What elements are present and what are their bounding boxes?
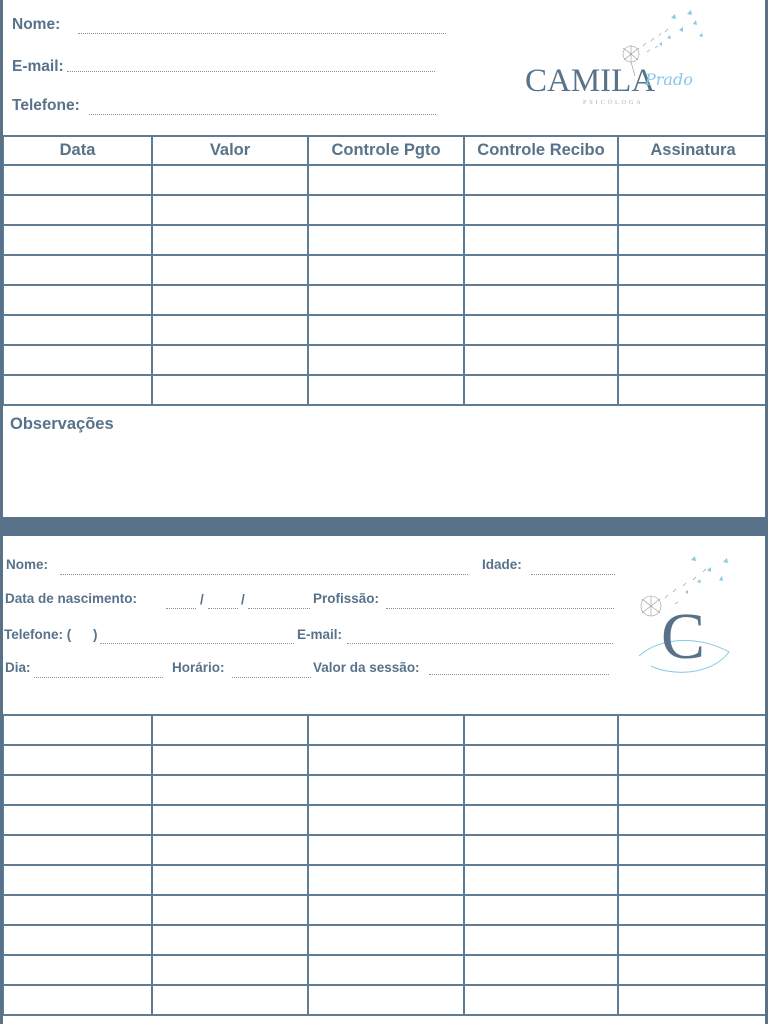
table-cell[interactable] — [618, 715, 765, 745]
table-cell[interactable] — [618, 255, 765, 285]
table-row — [3, 225, 765, 255]
table-cell[interactable] — [152, 345, 308, 375]
butterfly-icon — [659, 10, 703, 46]
payment-control-card — [3, 0, 765, 517]
table-cell[interactable] — [464, 955, 618, 985]
table-cell[interactable] — [3, 985, 152, 1015]
table-cell[interactable] — [308, 775, 464, 805]
table-cell[interactable] — [308, 285, 464, 315]
horario-field[interactable] — [232, 677, 311, 678]
table-row — [3, 315, 765, 345]
table-cell[interactable] — [464, 345, 618, 375]
table-row — [3, 255, 765, 285]
table-cell[interactable] — [308, 865, 464, 895]
nascimento-day-field[interactable] — [166, 608, 196, 609]
table-cell[interactable] — [3, 835, 152, 865]
table-row — [3, 345, 765, 375]
telefone-label: Telefone: ( — [4, 627, 72, 642]
horario-label: Horário: — [172, 660, 225, 675]
table-cell[interactable] — [464, 835, 618, 865]
table-cell[interactable] — [618, 895, 765, 925]
table-cell[interactable] — [618, 315, 765, 345]
header-valor: Valor — [152, 136, 308, 165]
table-cell[interactable] — [152, 865, 308, 895]
table-cell[interactable] — [152, 955, 308, 985]
table-cell[interactable] — [152, 805, 308, 835]
table-cell[interactable] — [618, 955, 765, 985]
table-cell[interactable] — [3, 315, 152, 345]
table-cell[interactable] — [308, 315, 464, 345]
table-cell[interactable] — [152, 285, 308, 315]
session-table — [3, 714, 765, 1016]
table-row — [3, 805, 765, 835]
nome-field[interactable] — [78, 33, 446, 34]
header-assinatura: Assinatura — [618, 136, 765, 165]
table-row — [3, 745, 765, 775]
table-cell[interactable] — [308, 255, 464, 285]
table-cell[interactable] — [464, 925, 618, 955]
brand-logo — [515, 8, 725, 110]
table-cell[interactable] — [464, 895, 618, 925]
table-cell[interactable] — [618, 865, 765, 895]
table-cell[interactable] — [308, 225, 464, 255]
table-cell[interactable] — [3, 895, 152, 925]
table-cell[interactable] — [152, 715, 308, 745]
table-cell[interactable] — [308, 805, 464, 835]
table-row — [3, 165, 765, 195]
nascimento-label: Data de nascimento: — [5, 591, 138, 606]
table-cell[interactable] — [3, 865, 152, 895]
profissao-field[interactable] — [386, 608, 614, 609]
table-row — [3, 375, 765, 405]
table-cell[interactable] — [3, 925, 152, 955]
table-cell[interactable] — [3, 195, 152, 225]
payment-table — [3, 135, 765, 406]
telefone-field[interactable] — [100, 643, 294, 644]
table-cell[interactable] — [618, 925, 765, 955]
table-cell[interactable] — [464, 255, 618, 285]
table-cell[interactable] — [618, 225, 765, 255]
table-cell[interactable] — [618, 195, 765, 225]
table-cell[interactable] — [618, 375, 765, 405]
table-cell[interactable] — [464, 805, 618, 835]
patient-record-card — [3, 536, 765, 1024]
observacoes-label: Observações — [10, 415, 114, 433]
table-cell[interactable] — [152, 195, 308, 225]
table-cell[interactable] — [618, 745, 765, 775]
table-cell[interactable] — [618, 805, 765, 835]
monogram-logo — [631, 552, 751, 686]
profissao-label: Profissão: — [313, 591, 380, 606]
table-cell[interactable] — [152, 225, 308, 255]
table-cell[interactable] — [152, 985, 308, 1015]
table-cell[interactable] — [308, 345, 464, 375]
nascimento-separator: / — [200, 592, 204, 607]
table-cell[interactable] — [152, 775, 308, 805]
nascimento-separator: / — [241, 592, 245, 607]
table-cell[interactable] — [464, 195, 618, 225]
table-row — [3, 955, 765, 985]
table-cell[interactable] — [3, 255, 152, 285]
dia-label: Dia: — [5, 660, 31, 675]
table-row — [3, 895, 765, 925]
valor-sessao-label: Valor da sessão: — [313, 660, 420, 675]
table-cell[interactable] — [464, 225, 618, 255]
telefone-field[interactable] — [89, 114, 436, 115]
table-cell[interactable] — [152, 895, 308, 925]
email-label: E-mail: — [12, 58, 64, 75]
table-cell[interactable] — [618, 345, 765, 375]
butterfly-icon — [685, 556, 728, 594]
table-cell[interactable] — [152, 835, 308, 865]
table-cell[interactable] — [3, 345, 152, 375]
table-cell[interactable] — [308, 925, 464, 955]
table-cell[interactable] — [308, 835, 464, 865]
table-cell[interactable] — [3, 775, 152, 805]
idade-field[interactable] — [531, 574, 615, 575]
email-field[interactable] — [347, 643, 613, 644]
table-cell[interactable] — [618, 985, 765, 1015]
table-cell[interactable] — [464, 285, 618, 315]
header-controle-pgto: Controle Pgto — [308, 136, 464, 165]
table-row — [3, 285, 765, 315]
table-cell[interactable] — [152, 165, 308, 195]
telefone-paren: ) — [93, 627, 98, 642]
header-controle-recibo: Controle Recibo — [464, 136, 618, 165]
table-cell[interactable] — [308, 165, 464, 195]
table-cell[interactable] — [308, 985, 464, 1015]
table-row — [3, 715, 765, 745]
table-row — [3, 775, 765, 805]
table-cell[interactable] — [308, 745, 464, 775]
valor-sessao-field[interactable] — [429, 674, 609, 675]
table-cell[interactable] — [308, 955, 464, 985]
table-cell[interactable] — [3, 715, 152, 745]
table-cell[interactable] — [152, 255, 308, 285]
table-cell[interactable] — [3, 955, 152, 985]
table-cell[interactable] — [152, 315, 308, 345]
table-cell[interactable] — [152, 375, 308, 405]
table-header-row — [3, 136, 765, 165]
email-field[interactable] — [67, 71, 435, 72]
table-cell[interactable] — [618, 835, 765, 865]
nome-label: Nome: — [12, 16, 61, 33]
table-cell[interactable] — [464, 775, 618, 805]
table-cell[interactable] — [308, 895, 464, 925]
header-data: Data — [3, 136, 152, 165]
table-cell[interactable] — [3, 805, 152, 835]
table-row — [3, 985, 765, 1015]
table-cell[interactable] — [464, 745, 618, 775]
table-cell[interactable] — [464, 865, 618, 895]
table-row — [3, 865, 765, 895]
table-cell[interactable] — [618, 165, 765, 195]
table-cell[interactable] — [152, 745, 308, 775]
logo-name: CAMILA — [525, 63, 656, 99]
logo-script: Prado — [645, 70, 693, 89]
table-cell[interactable] — [464, 985, 618, 1015]
table-cell[interactable] — [464, 375, 618, 405]
table-cell[interactable] — [3, 375, 152, 405]
email-label: E-mail: — [297, 627, 343, 642]
telefone-label: Telefone: — [12, 97, 80, 114]
nome-label: Nome: — [6, 557, 49, 572]
idade-label: Idade: — [482, 557, 522, 572]
monogram-letter: C — [661, 600, 706, 673]
dia-field[interactable] — [34, 677, 163, 678]
table-cell[interactable] — [618, 285, 765, 315]
table-cell[interactable] — [308, 375, 464, 405]
table-cell[interactable] — [3, 285, 152, 315]
table-cell[interactable] — [3, 165, 152, 195]
nascimento-year-field[interactable] — [248, 608, 310, 609]
table-cell[interactable] — [464, 165, 618, 195]
table-cell[interactable] — [618, 775, 765, 805]
table-cell[interactable] — [464, 715, 618, 745]
nascimento-month-field[interactable] — [208, 608, 238, 609]
table-cell[interactable] — [3, 225, 152, 255]
table-cell[interactable] — [308, 195, 464, 225]
logo-subtitle: PSICÓLOGA — [583, 100, 644, 106]
table-row — [3, 195, 765, 225]
table-cell[interactable] — [308, 715, 464, 745]
table-cell[interactable] — [152, 925, 308, 955]
table-cell[interactable] — [464, 315, 618, 345]
table-row — [3, 925, 765, 955]
nome-field[interactable] — [60, 574, 468, 575]
table-cell[interactable] — [3, 745, 152, 775]
table-row — [3, 835, 765, 865]
